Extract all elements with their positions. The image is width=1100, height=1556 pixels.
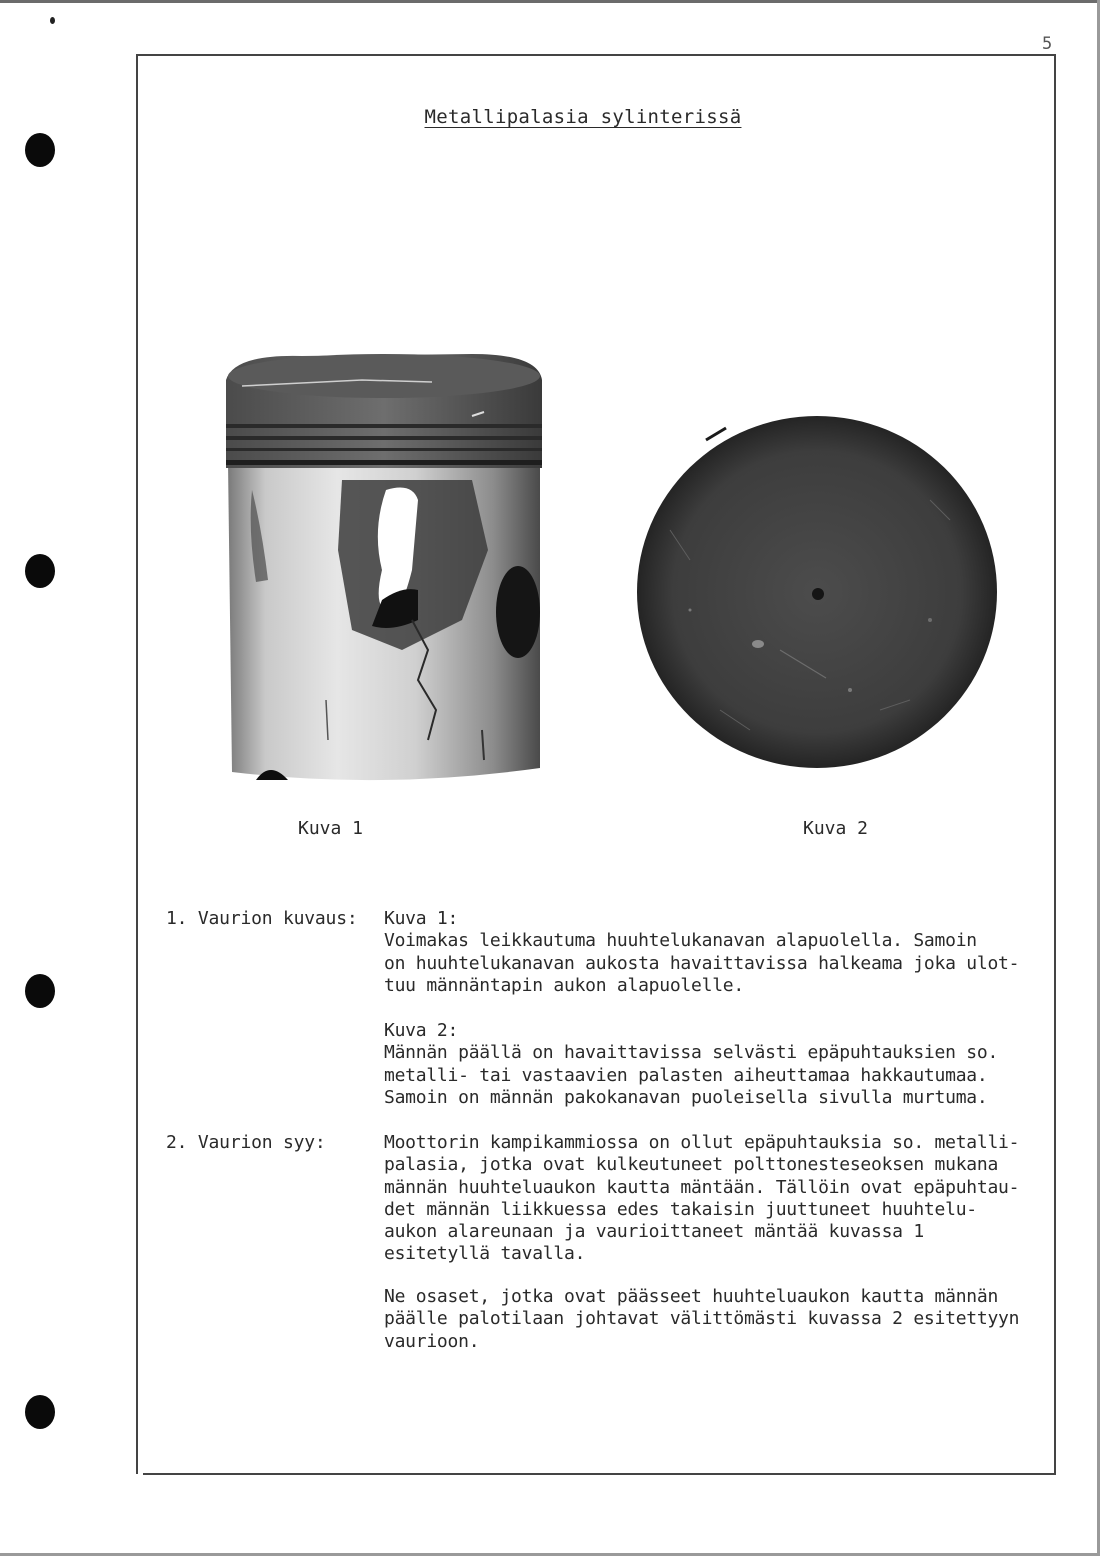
section-2-paragraph-2: Ne osaset, jotka ovat päässeet huuhteluaukon kautta männän päälle palotilaan johtavat välittömästi kuvassa 2 esitettyyn vaurioon.	[384, 1286, 1020, 1352]
page-title: Metallipalasia sylinterissä	[424, 106, 742, 128]
binder-hole-4	[25, 1395, 55, 1429]
binder-hole-1	[25, 133, 55, 167]
section-2-paragraph-1: Moottorin kampikammiossa on ollut epäpuhtauksia so. metalli- palasia, jotka ovat kulkeutuneet polttonesteseoksen mukana männän huuhteluaukon kautta mäntään. Tällöin ovat epäpuhtau- det männän liikkuessa edes takaisin juuttuneet huuhtelu- aukon alareunaan ja vaurioittaneet mäntää kuvassa 1 esitetyllä tavalla.	[384, 1132, 1020, 1265]
scan-speck	[50, 17, 55, 24]
figure-2-caption: Kuva 2	[803, 818, 869, 839]
binder-hole-2	[25, 554, 55, 588]
figure-piston-side	[222, 350, 544, 786]
section-1-paragraph-1: Kuva 1: Voimakas leikkautuma huuhtelukanavan alapuolella. Samoin on huuhtelukanavan aukosta havaittavissa halkeama joka ulot- tuu männäntapin aukon alapuolelle.	[384, 908, 1020, 996]
section-1-paragraph-2: Kuva 2: Männän päällä on havaittavissa selvästi epäpuhtauksien so. metalli- tai vastaavien palasten aiheuttamaa hakkautumaa. Samoin on männän pakokanavan puoleisella sivulla murtuma.	[384, 1020, 999, 1108]
scan-edge-top	[0, 0, 1100, 3]
figure-piston-crown	[630, 410, 1000, 772]
page-frame-bottom	[143, 1473, 1056, 1475]
section-1-label: 1. Vaurion kuvaus:	[166, 908, 358, 929]
binder-hole-3	[25, 974, 55, 1008]
section-2-label: 2. Vaurion syy:	[166, 1132, 326, 1153]
page-number: 5	[1042, 34, 1053, 54]
figure-1-caption: Kuva 1	[298, 818, 364, 839]
